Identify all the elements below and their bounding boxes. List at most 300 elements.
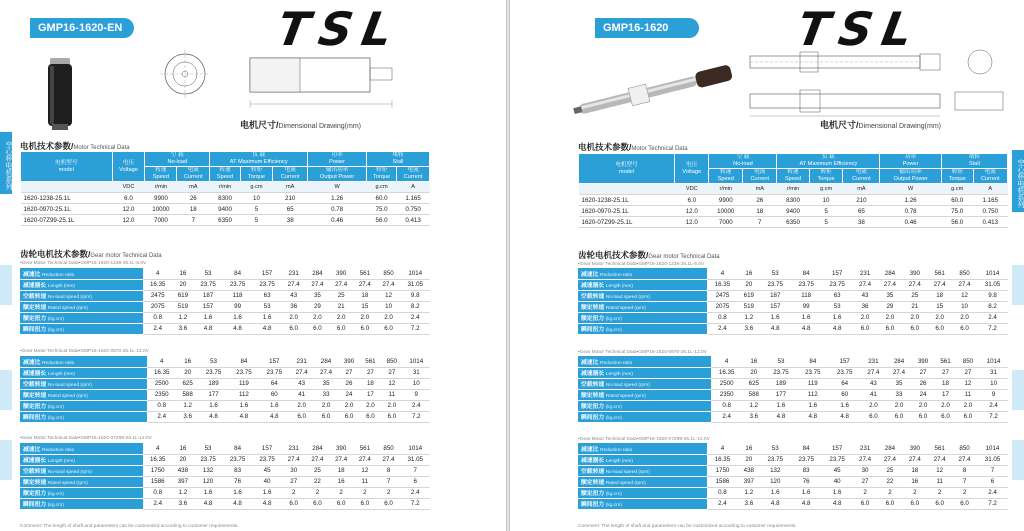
table-cell: 2.0 xyxy=(912,400,934,411)
table-cell: 619 xyxy=(738,290,760,301)
table-cell: 2 xyxy=(282,487,306,498)
table-cell: 561 xyxy=(927,268,952,279)
table-cell: 1.6 xyxy=(193,487,223,498)
table-cell: 5 xyxy=(240,204,272,215)
row-label-cn: 空载转速 xyxy=(581,469,605,475)
table-cell: 157 xyxy=(822,443,853,454)
table-cell: 27.4 xyxy=(853,279,878,290)
table-cell: 6.0 xyxy=(902,498,927,509)
table-cell: 438 xyxy=(738,465,760,476)
table-cell: 53 xyxy=(198,356,228,367)
table-cell: 157 xyxy=(252,268,282,279)
table-cell: 27 xyxy=(381,367,402,378)
table-cell: 6350 xyxy=(210,215,241,226)
table-cell: 284 xyxy=(886,356,912,367)
header-cn: 电流 xyxy=(284,167,296,173)
table-cell: 6.0 xyxy=(877,498,902,509)
table-cell: 3.6 xyxy=(743,411,765,422)
table-cell: 23.75 xyxy=(193,279,223,290)
table-cell: 63 xyxy=(822,290,853,301)
row-label xyxy=(20,465,143,476)
table-cell: 76 xyxy=(791,476,822,487)
row-label-cn: 额定扭力 xyxy=(581,316,605,322)
table-cell: 23.75 xyxy=(765,367,797,378)
row-label-en: (kg.cm) xyxy=(605,492,622,497)
table-cell: 1014 xyxy=(977,268,1008,279)
table-cell: 22 xyxy=(877,476,902,487)
header-cn: 空 载 xyxy=(170,152,184,158)
table-cell: 112 xyxy=(229,389,259,400)
table-cell: 132 xyxy=(760,465,791,476)
row-label xyxy=(20,301,143,312)
side-tab xyxy=(1012,440,1024,480)
row-label xyxy=(20,487,143,498)
row-label-cn: 减速比 xyxy=(581,271,599,278)
table-cell: 1.165 xyxy=(397,193,430,204)
table-cell: 63 xyxy=(252,290,282,301)
row-label-en: (kg.cm) xyxy=(47,416,64,421)
row-label-cn: 减速比 xyxy=(581,359,599,366)
table-row xyxy=(20,301,430,312)
table-header-cell xyxy=(145,152,210,167)
table-cell: 27 xyxy=(912,367,934,378)
table-cell: 2.4 xyxy=(403,400,430,411)
table-header-cell xyxy=(145,167,177,182)
table-row xyxy=(21,193,430,204)
dimensional-drawing xyxy=(150,46,400,116)
table-cell: 84 xyxy=(223,268,253,279)
gear-tech-heading: 齿轮电机技术参数/Gear motor Technical Data xyxy=(20,249,162,259)
table-cell: 4.8 xyxy=(791,498,822,509)
page-title: GMP16-1620-EN xyxy=(30,18,134,38)
table-cell: 25 xyxy=(329,290,353,301)
table-cell: 6.0 xyxy=(675,195,709,206)
row-label-en: (kg.cm) xyxy=(47,492,64,497)
table-cell: 0.8 xyxy=(707,487,738,498)
header-cn: 电流 xyxy=(407,167,419,173)
row-label-en: No-load speed (rpm) xyxy=(47,470,92,475)
table-cell: 20 xyxy=(738,454,760,465)
unit-cell: g.cm xyxy=(366,182,396,193)
table-cell: 27.4 xyxy=(902,279,927,290)
header-en: No-load xyxy=(733,161,753,167)
row-label xyxy=(20,443,143,454)
table-cell: 1.2 xyxy=(177,400,198,411)
table-row xyxy=(579,195,1008,206)
table-cell: 390 xyxy=(329,443,353,454)
table-cell: 35 xyxy=(886,378,912,389)
table-cell: 38 xyxy=(843,217,880,228)
row-label-cn: 额定扭力 xyxy=(23,404,47,410)
table-row xyxy=(578,301,1008,312)
table-cell: 43 xyxy=(861,378,887,389)
table-cell: 119 xyxy=(797,378,829,389)
table-row xyxy=(20,367,430,378)
table-cell: 41 xyxy=(289,389,313,400)
table-cell: 7.2 xyxy=(977,323,1008,334)
table-header-cell xyxy=(366,167,396,182)
header-row xyxy=(21,152,430,167)
table-cell: 20 xyxy=(738,279,760,290)
table-row xyxy=(578,279,1008,290)
table-cell: 27.4 xyxy=(377,454,401,465)
table-cell: 27 xyxy=(957,367,979,378)
model-cell: 1620-0970-25.1L xyxy=(21,204,113,215)
table-cell: 2.0 xyxy=(952,312,977,323)
row-label-en: Rated speed (rpm) xyxy=(47,394,88,399)
table-cell: 8 xyxy=(377,465,401,476)
table-cell: 1750 xyxy=(707,465,738,476)
table-cell: 2.0 xyxy=(353,312,377,323)
header-cn: 转矩 xyxy=(250,167,263,173)
table-cell: 1014 xyxy=(979,356,1008,367)
table-cell: 1.6 xyxy=(822,312,853,323)
table-cell: 12.0 xyxy=(112,215,145,226)
unit-cell: A xyxy=(973,184,1007,195)
unit-cell: mA xyxy=(843,184,880,195)
table-cell: 4.8 xyxy=(259,411,289,422)
table-cell: 0.8 xyxy=(707,312,738,323)
motor-tech-heading: 电机技术参数/Motor Technical Data xyxy=(20,141,130,151)
row-label-cn: 额定转速 xyxy=(581,393,605,399)
table-cell: 6.0 xyxy=(338,411,359,422)
row-label xyxy=(578,498,707,509)
row-label-cn: 瞬间扭力 xyxy=(581,415,605,421)
table-cell: 157 xyxy=(822,268,853,279)
table-header-cell xyxy=(809,169,843,184)
unit-cell: r/min xyxy=(145,182,177,193)
table-cell: 561 xyxy=(353,443,377,454)
table-cell: 18 xyxy=(177,204,210,215)
brand-logo: TSL xyxy=(793,2,927,56)
table-cell: 519 xyxy=(738,301,760,312)
row-label-en: Length (mm) xyxy=(605,372,634,377)
table-cell: 8300 xyxy=(210,193,241,204)
table-cell: 4.8 xyxy=(760,498,791,509)
table-cell: 27.4 xyxy=(329,279,353,290)
table-row xyxy=(20,389,430,400)
table-header-cell xyxy=(880,154,942,169)
table-cell: 27 xyxy=(853,476,878,487)
table-cell: 16 xyxy=(902,476,927,487)
table-cell: 10 xyxy=(979,378,1008,389)
header-en: Torque xyxy=(817,176,835,182)
dimensional-drawing-label: 电机尺寸/Dimensional Drawing(mm) xyxy=(820,120,941,130)
table-header-cell xyxy=(880,169,942,184)
table-cell: 2350 xyxy=(711,389,743,400)
row-label-en: No-load speed (rpm) xyxy=(605,470,650,475)
table-cell: 2.0 xyxy=(289,400,313,411)
table-cell: 27.4 xyxy=(314,367,338,378)
table-cell: 6.0 xyxy=(112,193,145,204)
header-en: Voltage xyxy=(682,168,702,175)
table-cell: 53 xyxy=(252,301,282,312)
table-row xyxy=(20,378,430,389)
table-header-cell xyxy=(709,154,777,169)
header-en: Speed xyxy=(784,176,802,182)
table-cell: 390 xyxy=(902,443,927,454)
header-en: Output Power xyxy=(320,174,355,180)
table-cell: 6.0 xyxy=(952,498,977,509)
header-cn: 堵转 xyxy=(968,154,981,160)
table-cell: 33 xyxy=(886,389,912,400)
table-cell: 16 xyxy=(177,356,198,367)
table-row xyxy=(21,204,430,215)
table-row xyxy=(578,476,1008,487)
unit-cell: r/min xyxy=(709,184,743,195)
table-cell: 8.2 xyxy=(977,301,1008,312)
table-cell: 4.8 xyxy=(822,498,853,509)
table-cell: 12 xyxy=(957,378,979,389)
table-cell: 6.0 xyxy=(314,411,338,422)
table-header-cell xyxy=(709,169,743,184)
table-cell: 23.75 xyxy=(791,279,822,290)
table-cell: 187 xyxy=(760,290,791,301)
side-tab xyxy=(0,440,12,480)
table-cell: 850 xyxy=(957,356,979,367)
table-cell: 2 xyxy=(952,487,977,498)
table-cell: 4.8 xyxy=(252,323,282,334)
unit-cell: VDC xyxy=(112,182,145,193)
table-cell: 1.6 xyxy=(193,312,223,323)
table-cell: 10 xyxy=(377,301,401,312)
row-label-en: Reduction ratio xyxy=(42,447,75,453)
table-cell: 2.0 xyxy=(314,400,338,411)
table-cell: 18 xyxy=(360,378,381,389)
table-row xyxy=(20,443,430,454)
table-cell: 2 xyxy=(377,487,401,498)
row-label-cn: 额定转速 xyxy=(23,393,47,399)
table-cell: 26 xyxy=(912,378,934,389)
row-label-cn: 额定转速 xyxy=(23,305,47,311)
header-en: Power xyxy=(329,159,346,165)
row-label xyxy=(578,389,711,400)
table-cell: 45 xyxy=(252,465,282,476)
row-label-cn: 减速比 xyxy=(23,446,41,453)
table-cell: 16 xyxy=(743,356,765,367)
row-label-en: Reduction ratio xyxy=(600,447,633,453)
table-cell: 397 xyxy=(172,476,193,487)
table-cell: 6.0 xyxy=(861,411,887,422)
table-cell: 2.4 xyxy=(711,411,743,422)
table-cell: 588 xyxy=(743,389,765,400)
row-label-cn: 额定转速 xyxy=(581,480,605,486)
table-cell: 45 xyxy=(822,465,853,476)
row-label-en: Rated speed (rpm) xyxy=(47,306,88,311)
row-label xyxy=(578,367,711,378)
table-cell: 2.4 xyxy=(147,411,177,422)
table-cell: 2.0 xyxy=(306,312,330,323)
motor-tech-table xyxy=(578,153,1008,228)
side-tab xyxy=(1012,370,1024,410)
row-label xyxy=(20,378,147,389)
table-cell: 118 xyxy=(791,290,822,301)
table-cell: 4.8 xyxy=(229,411,259,422)
table-cell: 27 xyxy=(934,367,956,378)
table-cell: 2.4 xyxy=(143,498,173,509)
table-row xyxy=(20,312,430,323)
table-cell: 16.35 xyxy=(707,454,738,465)
row-label xyxy=(578,356,711,367)
table-cell: 2.0 xyxy=(957,400,979,411)
model-cell: 1620-1238-25.1L xyxy=(21,193,113,204)
table-cell: 231 xyxy=(282,443,306,454)
row-label-en: Length (mm) xyxy=(605,284,634,289)
table-cell: 7 xyxy=(977,465,1008,476)
header-en: Speed xyxy=(216,174,234,180)
model-cell: 1620-07Z99-25.1L xyxy=(579,217,675,228)
unit-cell: mA xyxy=(177,182,210,193)
table-cell: 27.4 xyxy=(886,367,912,378)
table-cell: 4.8 xyxy=(822,323,853,334)
table-cell: 6.0 xyxy=(353,323,377,334)
header-cn: 负 载 xyxy=(252,152,266,158)
model-cell: 1620-07Z99-25.1L xyxy=(21,215,113,226)
gear-table xyxy=(578,268,1008,335)
table-cell: 2.0 xyxy=(338,400,359,411)
table-cell: 625 xyxy=(177,378,198,389)
row-label-en: (kg.cm) xyxy=(605,416,622,421)
table-cell: 1.6 xyxy=(229,400,259,411)
table-cell: 53 xyxy=(760,268,791,279)
row-label-en: Reduction ratio xyxy=(600,360,633,366)
table-cell: 4 xyxy=(707,268,738,279)
row-label xyxy=(20,323,143,334)
table-cell: 16.35 xyxy=(711,367,743,378)
table-cell: 10 xyxy=(403,378,430,389)
table-cell: 0.46 xyxy=(880,217,942,228)
table-cell: 84 xyxy=(791,268,822,279)
table-cell: 157 xyxy=(252,443,282,454)
table-cell: 27 xyxy=(338,367,359,378)
table-cell: 1.6 xyxy=(223,312,253,323)
gear-tech-heading: 齿轮电机技术参数/Gear motor Technical Data xyxy=(578,250,720,260)
header-en: Current xyxy=(980,176,1000,182)
table-cell: 27.4 xyxy=(329,454,353,465)
table-cell: 0.8 xyxy=(143,312,173,323)
table-cell: 588 xyxy=(177,389,198,400)
table-cell: 26 xyxy=(743,195,777,206)
header-cn: 电流 xyxy=(187,167,199,173)
header-en: Torque xyxy=(247,174,266,180)
table-cell: 2.0 xyxy=(853,312,878,323)
table-cell: 18 xyxy=(743,206,777,217)
motor-photo xyxy=(40,54,80,134)
table-cell: 1.6 xyxy=(797,400,829,411)
table-cell: 7.2 xyxy=(403,411,430,422)
row-label-cn: 空载转速 xyxy=(23,469,47,475)
table-cell: 10000 xyxy=(145,204,177,215)
table-cell: 27.4 xyxy=(902,454,927,465)
table-cell: 23.75 xyxy=(822,279,853,290)
table-cell: 7 xyxy=(377,476,401,487)
table-cell: 157 xyxy=(193,301,223,312)
table-cell: 12 xyxy=(377,290,401,301)
table-cell: 1.6 xyxy=(822,487,853,498)
page-title: GMP16-1620 xyxy=(595,18,699,38)
row-label-en: Length (mm) xyxy=(47,372,76,377)
table-cell: 27 xyxy=(282,476,306,487)
table-cell: 53 xyxy=(193,268,223,279)
table-cell: 9400 xyxy=(777,206,809,217)
table-cell: 18 xyxy=(329,465,353,476)
table-cell: 6.0 xyxy=(934,411,956,422)
header-cn: 转矩 xyxy=(951,169,963,175)
table-cell: 189 xyxy=(765,378,797,389)
table-cell: 4.8 xyxy=(760,323,791,334)
row-label-en: Rated speed (rpm) xyxy=(605,306,646,311)
table-cell: 9400 xyxy=(210,204,241,215)
model-cell: 1620-0970-25.1L xyxy=(579,206,675,217)
table-cell: 7.2 xyxy=(979,411,1008,422)
header-en: Power xyxy=(902,161,919,167)
table-cell: 27 xyxy=(360,367,381,378)
table-cell: 25 xyxy=(306,465,330,476)
table-cell: 2.4 xyxy=(400,487,430,498)
row-label xyxy=(20,312,143,323)
table-row xyxy=(578,323,1008,334)
table-cell: 2.0 xyxy=(934,400,956,411)
unit-cell: mA xyxy=(743,184,777,195)
table-cell: 27.4 xyxy=(282,454,306,465)
table-cell: 2075 xyxy=(143,301,173,312)
header-en: Output Power xyxy=(893,176,928,182)
table-cell: 1.6 xyxy=(252,487,282,498)
table-cell: 16 xyxy=(738,443,760,454)
header-cn: 堵转 xyxy=(392,152,404,158)
table-cell: 1.26 xyxy=(308,193,367,204)
table-cell: 0.413 xyxy=(973,217,1007,228)
row-label-en: Rated speed (rpm) xyxy=(47,481,88,486)
unit-cell: A xyxy=(397,182,430,193)
gear-table xyxy=(20,268,430,335)
table-cell: 0.8 xyxy=(711,400,743,411)
table-cell: 17 xyxy=(934,389,956,400)
table-cell: 1.6 xyxy=(252,312,282,323)
table-row xyxy=(20,411,430,422)
table-row xyxy=(20,290,430,301)
table-cell: 850 xyxy=(377,268,401,279)
table-cell: 6.0 xyxy=(877,323,902,334)
table-cell: 24 xyxy=(912,389,934,400)
table-header-cell xyxy=(743,169,777,184)
table-cell: 3.6 xyxy=(177,411,198,422)
header-cn: 电压 xyxy=(686,161,698,168)
row-label-cn: 额定扭力 xyxy=(23,491,47,497)
table-cell: 6.0 xyxy=(360,411,381,422)
row-label-cn: 空载转速 xyxy=(23,294,47,300)
header-en: model xyxy=(618,168,635,175)
table-cell: 6.0 xyxy=(853,498,878,509)
table-cell: 76 xyxy=(223,476,253,487)
table-cell: 0.46 xyxy=(308,215,367,226)
table-cell: 1.6 xyxy=(259,400,289,411)
table-cell: 60.0 xyxy=(366,193,396,204)
table-cell: 850 xyxy=(952,443,977,454)
row-label-cn: 减速器长 xyxy=(581,458,605,464)
table-cell: 850 xyxy=(952,268,977,279)
table-cell: 231 xyxy=(282,268,306,279)
header-cn: 转速 xyxy=(720,169,732,175)
table-cell: 10 xyxy=(240,193,272,204)
table-cell: 27.4 xyxy=(927,454,952,465)
table-cell: 1586 xyxy=(143,476,173,487)
table-cell: 9.8 xyxy=(977,290,1008,301)
table-cell: 561 xyxy=(927,443,952,454)
table-cell: 284 xyxy=(877,268,902,279)
model-cell: 1620-1238-25.1L xyxy=(579,195,675,206)
table-cell: 0.750 xyxy=(973,206,1007,217)
